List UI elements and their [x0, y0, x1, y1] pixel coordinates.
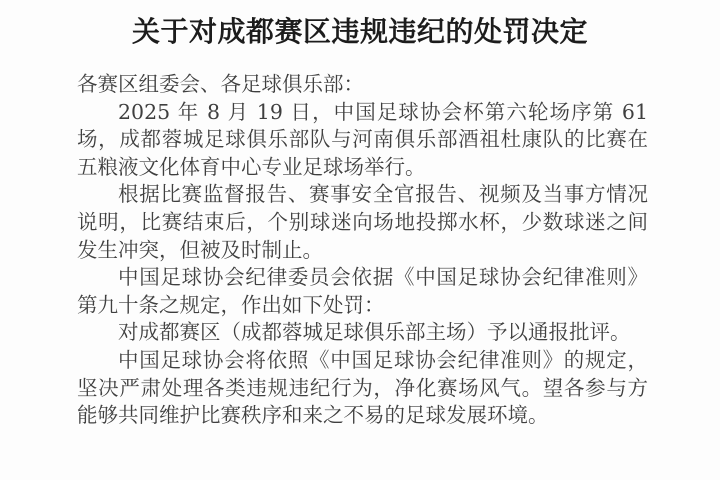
salutation: 各赛区组委会、各足球俱乐部：: [77, 72, 364, 96]
document-title: 关于对成都赛区违规违纪的处罚决定: [131, 15, 588, 48]
document-body: [77, 71, 648, 430]
paragraph-penalty: 对成都赛区（成都蓉城足球俱乐部主场）予以通报批评。: [118, 320, 631, 345]
paragraph-match-info: 2025 年 8 月 19 日，中国足球协会杯第六轮场序第 61 场，成都蓉城足球俱乐部队与河南俱乐部酒祖杜康队的比赛在五粮液文化体育中心专业足球场举行。: [77, 99, 648, 179]
paragraph-incident-description: 根据比赛监督报告、赛事安全官报告、视频及当事方情况说明，比赛结束后，个别球迷向场地投掷水杯，少数球迷之间发生冲突，但被及时制止。: [77, 182, 648, 262]
paragraph-ruling-basis: 中国足球协会纪律委员会依据《中国足球协会纪律准则》第九十条之规定，作出如下处罚：: [77, 265, 648, 317]
paragraph-closing-statement: 中国足球协会将依照《中国足球协会纪律准则》的规定，坚决严肃处理各类违规违纪行为，净化赛场风气。望各参与方能够共同维护比赛秩序和来之不易的足球发展环境。: [77, 347, 648, 428]
